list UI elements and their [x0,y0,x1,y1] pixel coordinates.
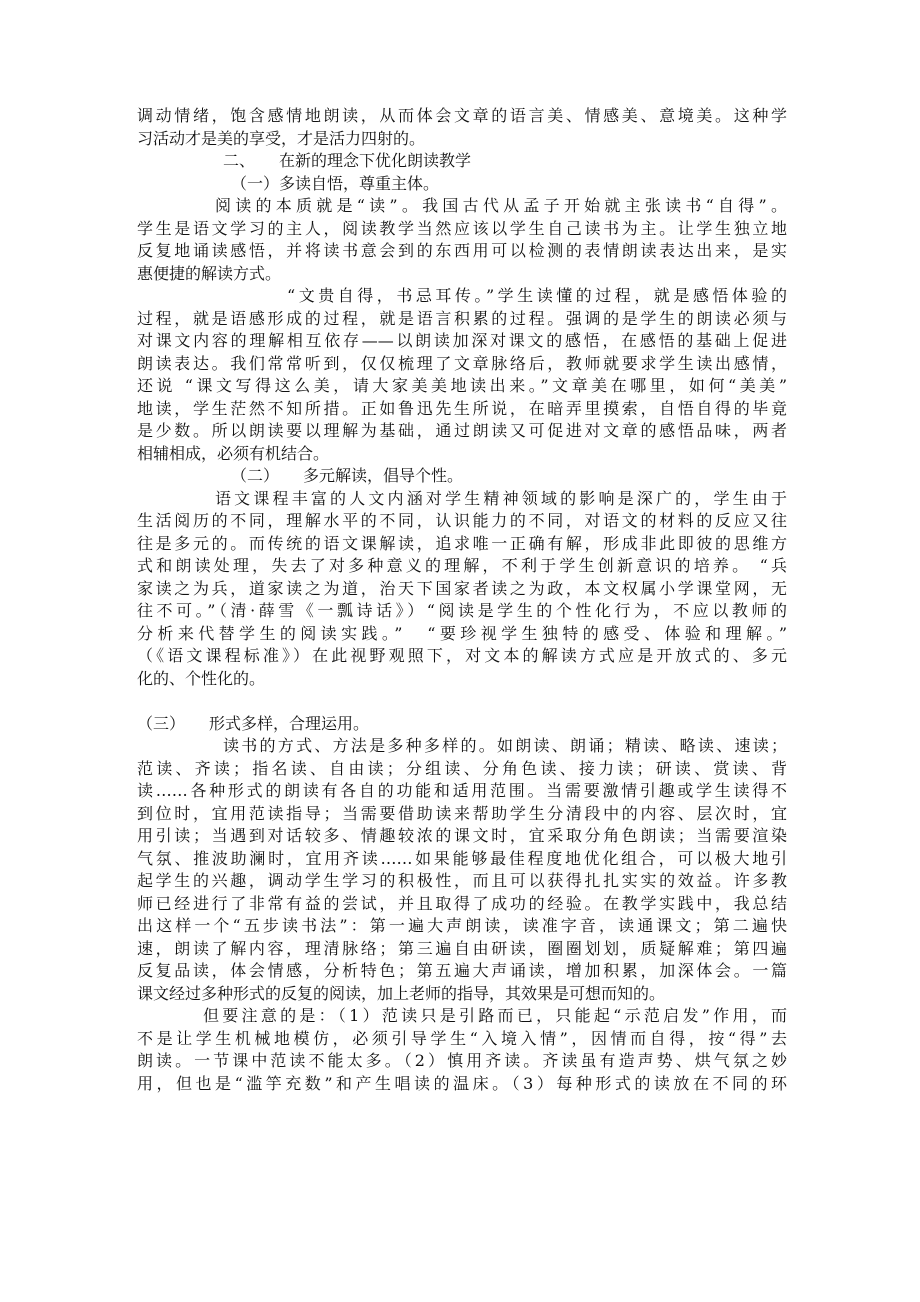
paragraph-essence-of-reading [137,195,787,285]
text-line: 相辅相成，必须有机结合。 [137,443,330,463]
blank-line [137,690,787,713]
subsection-heading-text: （三） 形式多样，合理运用。 [137,713,370,733]
paragraph-reading-methods [137,735,787,1005]
text-line: 师已经进行了非常有益的尝试，并且取得了成功的经验。在教学实践中，我总结 [137,893,787,913]
subsection-heading-1 [137,173,787,196]
text-line: （《语文课程标准》）在此视野观照下，对文本的解读方式应是开放式的、多元 [137,646,787,665]
text-line: 地读，学生茫然不知所措。正如鲁迅先生所说，在暗弄里摸索，自悟自得的毕竟 [137,398,787,418]
text-line: 学生是语文学习的主人，阅读教学当然应该以学生自己读书为主。让学生独立地 [137,218,787,238]
text-line: 用，但也是“滥竽充数”和产生唱读的温床。（3）每种形式的读放在不同的环 [137,1073,787,1093]
text-line: 往是多元的。而传统的语文课解读，追求唯一正确有解，形成非此即彼的思维方 [137,533,787,553]
text-line: 气氛、推波助澜时，宜用齐读……如果能够最佳程度地优化组合，可以极大地引 [137,848,787,868]
text-line: 课文经过多种形式的反复的阅读，加上老师的指导，其效果是可想而知的。 [137,983,666,1003]
text-line: 朗读。一节课中范读不能太多。（2）慎用齐读。齐读虽有造声势、烘气氛之妙 [137,1051,787,1070]
text-line: 不是让学生机械地模仿，必须引导学生“入境入情”，因情而自得，按“得”去 [137,1028,787,1048]
paragraph-cautions [137,1005,787,1095]
document-page [137,105,787,1095]
text-line: 反复品读，体会情感，分析特色；第五遍大声诵读，增加积累，加深体会。一篇 [137,961,787,980]
text-line: 式和朗读处理，失去了对多种意义的理解，不利于学生创新意识的培养。 “兵 [137,556,787,575]
text-line: 读……各种形式的朗读有各自的功能和适用范围。当需要激情引趣或学生读得不 [137,781,787,800]
text-line: 生活阅历的不同，理解水平的不同，认识能力的不同，对语文的材料的反应又往 [137,511,787,530]
subsection-heading-text: （二） 多元解读，倡导个性。 [231,466,464,485]
text-line: 用引读；当遇到对话较多、情趣较浓的课文时，宜采取分角色朗读；当需要渲染 [137,826,787,845]
text-line: 出这样一个“五步读书法”：第一遍大声朗读，读准字音，读通课文；第二遍快 [137,916,787,935]
text-line: 往不可。”（清·薛雪《一瓢诗话》）“阅读是学生的个性化行为，不应以教师的 [137,601,787,620]
text-line: 分析来代替学生的阅读实践。” “要珍视学生独特的感受、体验和理解。” [137,623,787,643]
text-line: 惠便捷的解读方式。 [137,263,282,283]
text-line: 语文课程丰富的人文内涵对学生精神领域的影响是深广的，学生由于 [215,488,787,508]
text-line: 范读、齐读；指名读、自由读；分组读、分角色读、接力读；研读、赏读、背 [137,758,787,778]
subsection-heading-text: （一）多读自悟，尊重主体。 [231,173,440,193]
text-line: 速，朗读了解内容，理清脉络；第三遍自由研读，圈圈划划，质疑解难；第四遍 [137,938,787,958]
text-line: 对课文内容的理解相互依存——以朗读加深对课文的感悟，在感悟的基础上促进 [137,331,787,350]
text-line: “文贵自得，书忌耳传。”学生读懂的过程，就是感悟体验的 [287,286,787,305]
paragraph-self-understanding [137,285,787,465]
text-line: 家读之为兵，道家读之为道，治天下国家者读之为政，本文权属小学课堂网，无 [137,578,787,598]
text-line: 过程，就是语感形成的过程，就是语言积累的过程。强调的是学生的朗读必须与 [137,308,787,328]
text-line: 还说 “课文写得这么美，请大家美美地读出来。”文章美在哪里，如何“美美” [137,376,787,395]
text-line: 调动情绪，饱含感情地朗读，从而体会文章的语言美、情感美、意境美。这种学 [137,106,787,125]
text-line: 朗读表达。我们常常听到，仅仅梳理了文章脉络后，教师就要求学生读出感情， [137,353,787,373]
paragraph-multiple-interpretation [137,488,787,691]
section-heading-text: 二、 在新的理念下优化朗读教学 [223,151,472,170]
paragraph-emotion-reading [137,105,787,150]
text-line: 起学生的兴趣，调动学生学习的积极性，而且可以获得扎扎实实的效益。许多教 [137,871,787,890]
subsection-heading-3 [137,713,787,736]
text-line: 反复地诵读感悟，并将读书意会到的东西用可以检测的表情朗读表达出来，是实 [137,241,787,260]
text-line: 习活动才是美的享受，才是活力四射的。 [137,128,426,148]
text-line: 是少数。所以朗读要以理解为基础，通过朗读又可促进对文章的感悟品味，两者 [137,421,787,440]
text-line: 阅读的本质就是“读”。我国古代从孟子开始就主张读书“自得”。 [215,196,787,215]
section-heading-2 [137,150,787,173]
text-line: 化的、个性化的。 [137,668,266,688]
text-line: 到位时，宜用范读指导；当需要借助读来帮助学生分清段中的内容、层次时，宜 [137,803,787,823]
text-line: 读书的方式、方法是多种多样的。如朗读、朗诵；精读、略读、速读； [223,736,787,755]
subsection-heading-2 [137,465,787,488]
text-line: 但要注意的是：（1）范读只是引路而已，只能起“示范启发”作用，而 [203,1006,787,1025]
